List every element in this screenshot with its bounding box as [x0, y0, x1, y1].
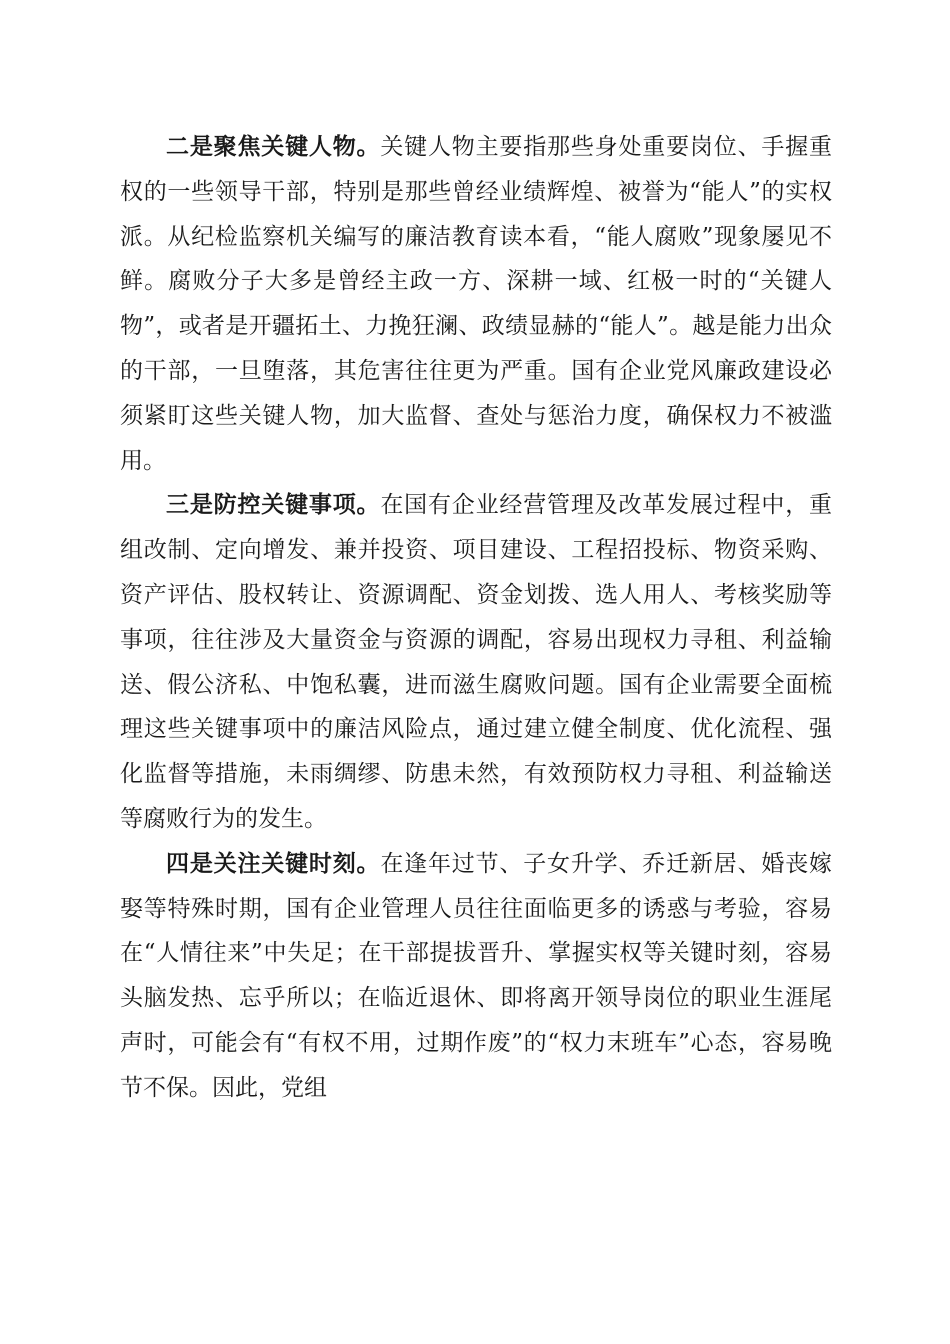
document-body: [120, 125, 832, 1111]
paragraph-key-matters: [120, 483, 832, 841]
paragraph-heading: 二是聚焦关键人物。: [166, 133, 381, 160]
paragraph-key-persons: [120, 125, 832, 483]
paragraph-heading: 三是防控关键事项。: [166, 491, 381, 519]
paragraph-key-moments: [120, 842, 832, 1111]
paragraph-heading: 四是关注关键时刻。: [166, 849, 381, 877]
paragraph-text: 在国有企业经营管理及改革发展过程中，重组改制、定向增发、兼并投资、项目建设、工程招投标、物资采购、资产评估、股权转让、资源调配、资金划拨、选人用人、考核奖励等事项，往往涉及大量资金与资源的调配，容易出现权力寻租、利益输送、假公济私、中饱私囊，进而滋生腐败问题。国有企业需要全面梳理这些关键事项中的廉洁风险点，通过建立健全制度、优化流程、强化监督等措施，未雨绸缪、防患未然，有效预防权力寻租、利益输送等腐败行为的发生。: [120, 492, 833, 832]
paragraph-text: 关键人物主要指那些身处重要岗位、手握重权的一些领导干部，特别是那些曾经业绩辉煌、被誉为“能人”的实权派。从纪检监察机关编写的廉洁教育读本看，“能人腐败”现象屡见不鲜。腐败分子大多是曾经主政一方、深耕一域、红极一时的“关键人物”，或者是开疆拓土、力挽狂澜、政绩显赫的“能人”。越是能力出众的干部，一旦堕落，其危害往往更为严重。国有企业党风廉政建设必须紧盯这些关键人物，加大监督、查处与惩治力度，确保权力不被滥用。: [120, 134, 833, 474]
paragraph-text: 在逢年过节、子女升学、乔迁新居、婚丧嫁娶等特殊时期，国有企业管理人员往往面临更多的诱惑与考验，容易在“人情往来”中失足；在干部提拔晋升、掌握实权等关键时刻，容易头脑发热、忘乎所以；在临近退休、即将离开领导岗位的职业生涯尾声时，可能会有“有权不用，过期作废”的“权力末班车”心态，容易晚节不保。因此，党组: [120, 850, 833, 1101]
